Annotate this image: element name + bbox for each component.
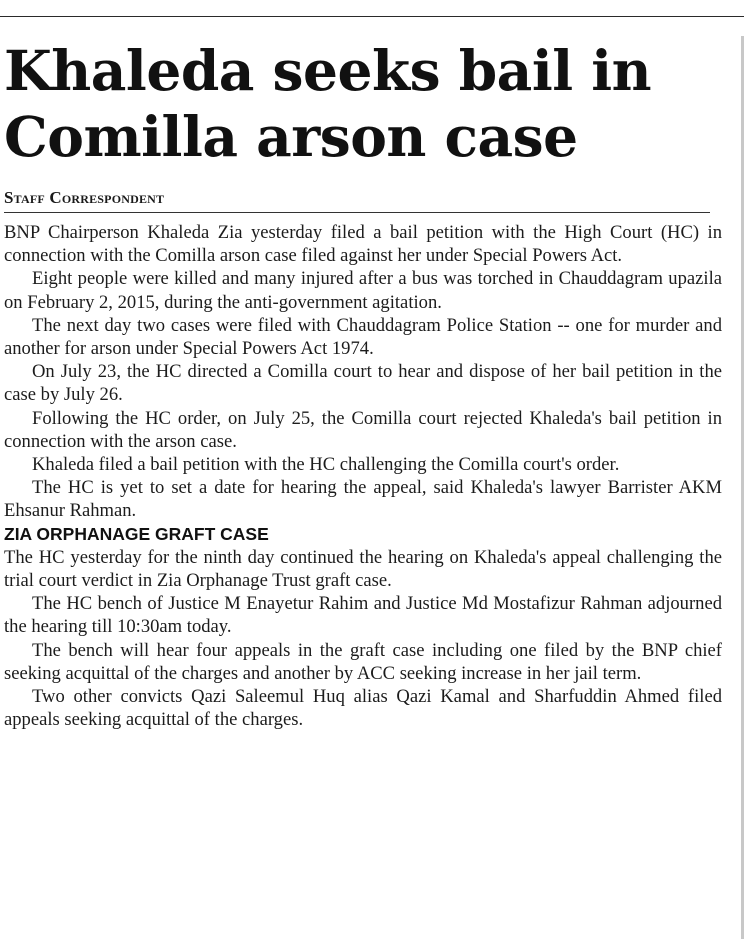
- paragraph: Khaleda filed a bail petition with the HC challenging the Comilla court's order.: [32, 454, 620, 476]
- paragraph: Two other convicts Qazi Saleemul Huq alias Qazi Kamal and Sharfuddin Ahmed filed appeals seeking acquittal of the charges.: [4, 686, 722, 731]
- paragraph: Eight people were killed and many injured after a bus was torched in Chauddagram upazila on February 2, 2015, during the anti-government agitation.: [4, 268, 722, 313]
- paragraph: The HC is yet to set a date for hearing the appeal, said Khaleda's lawyer Barrister AKM Ehsanur Rahman.: [4, 477, 722, 522]
- paragraph: BNP Chairperson Khaleda Zia yesterday filed a bail petition with the High Court (HC) in connection with the Comilla arson case filed against her under Special Powers Act.: [4, 222, 722, 267]
- paragraph: The HC bench of Justice M Enayetur Rahim and Justice Md Mostafizur Rahman adjourned the hearing till 10:30am today.: [4, 593, 722, 638]
- byline: Staff Correspondent: [4, 188, 710, 213]
- paragraph: Following the HC order, on July 25, the Comilla court rejected Khaleda's bail petition in connection with the arson case.: [4, 407, 722, 452]
- paragraph: The next day two cases were filed with Chauddagram Police Station -- one for murder and another for arson under Special Powers Act 1974.: [4, 314, 722, 360]
- top-rule: [0, 16, 744, 17]
- section-subhead: ZIA ORPHANAGE GRAFT CASE: [4, 523, 269, 544]
- headline: Khaleda seeks bail in Comilla arson case: [4, 38, 652, 169]
- paragraph: The HC yesterday for the ninth day continued the hearing on Khaleda's appeal challenging the trial court verdict in Zia Orphanage Trust graft case.: [4, 546, 722, 592]
- article-body: [4, 221, 722, 731]
- news-article: [4, 38, 722, 731]
- paragraph: The bench will hear four appeals in the graft case including one filed by the BNP chief seeking acquittal of the charges and another by ACC seeking increase in her jail term.: [4, 639, 722, 684]
- paragraph: On July 23, the HC directed a Comilla court to hear and dispose of her bail petition in the case by July 26.: [4, 361, 722, 406]
